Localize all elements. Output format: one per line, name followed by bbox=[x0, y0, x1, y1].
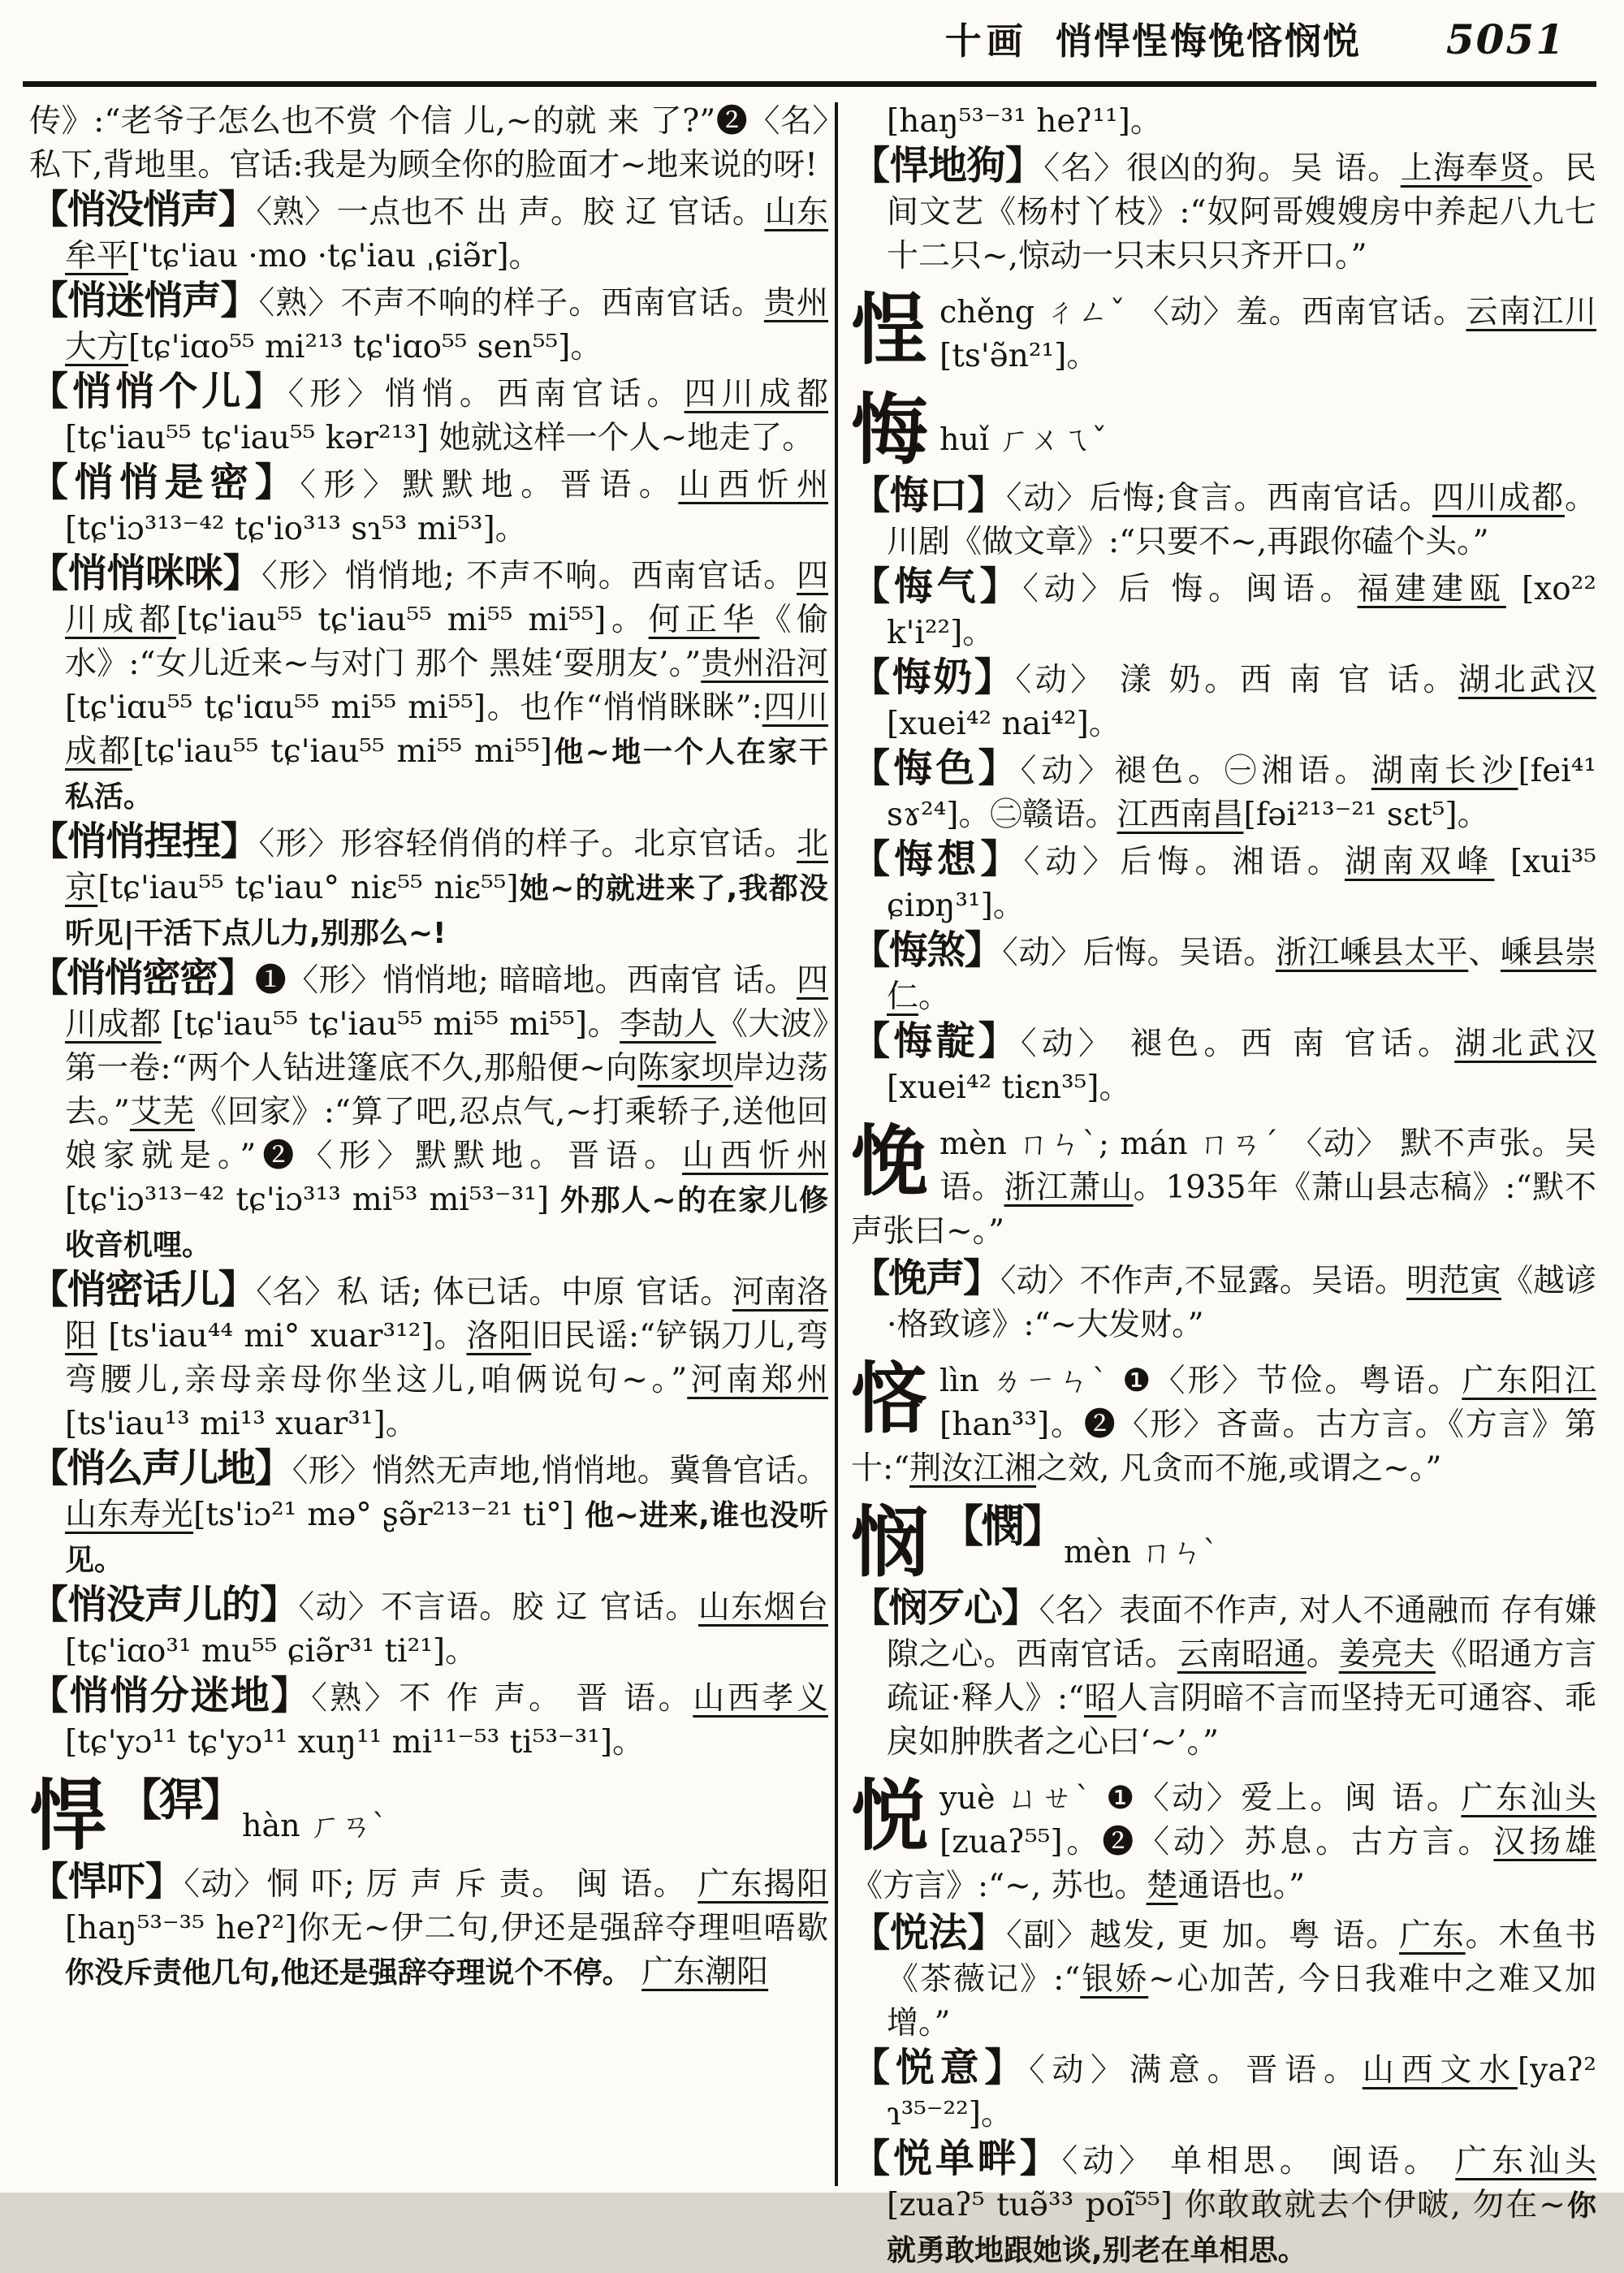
body-text: [tɕ'iau⁵⁵ tɕ'iau⁵⁵ mi⁵⁵ mi⁵⁵] bbox=[132, 733, 552, 770]
body-text: 。 bbox=[918, 979, 951, 1015]
body-text: [tɕ'iau⁵⁵ tɕ'iau⁵⁵ mi⁵⁵ mi⁵⁵]。 bbox=[161, 1006, 620, 1043]
entry-headword: 【悔靛】 bbox=[851, 1018, 1021, 1064]
proper-noun: 贵州沿河 bbox=[701, 646, 828, 682]
body-text: 〈名〉表面不作声, 对人不通融而 存有嫌隙之心。西南官话。 bbox=[887, 1592, 1596, 1673]
body-text: 〈动〉羞。西南官话。 bbox=[1137, 294, 1466, 331]
body-text: 〈动〉 褪色。西 南 官话。 bbox=[1021, 1026, 1455, 1062]
body-text: 〈动〉褪色。㊀湘语。 bbox=[1020, 753, 1371, 789]
entry-headword: 【悍吓】 bbox=[29, 1859, 184, 1904]
dictionary-entry bbox=[29, 1582, 828, 1674]
head-character-block bbox=[29, 1771, 828, 1861]
body-text: [tɕ'iau⁵⁵ tɕ'iau° niɛ⁵⁵ niɛ⁵⁵] bbox=[97, 870, 519, 906]
body-text: 人言阴暗不言而坚持无可通容、乖戾如肿胅者之心曰‘~’。” bbox=[887, 1680, 1596, 1761]
body-text: [haŋ⁵³⁻³⁵ heʔ²]你无~伊二句,伊还是强辞夺理呾唔歇 bbox=[65, 1910, 828, 1947]
proper-noun: 山西孝义 bbox=[693, 1680, 828, 1717]
entry-headword: 【悗声】 bbox=[851, 1255, 1001, 1301]
body-text: [zuaʔ⁵ tuə̃³³ poĩ⁵⁵] 你敢敢就去个伊啵, 勿在~ bbox=[887, 2187, 1566, 2223]
body-text: 。木鱼书《茶薇记》:“ bbox=[887, 1917, 1596, 1998]
body-text: [fəi²¹³⁻²¹ sɛt⁵]。 bbox=[1243, 797, 1489, 833]
body-text: ❶〈形〉节俭。粤语。 bbox=[1122, 1363, 1462, 1399]
body-text: 〈动〉 漾 奶。西 南 官 话。 bbox=[1015, 662, 1459, 698]
entry-headword: 【悄密话儿】 bbox=[29, 1267, 257, 1312]
body-text: [tɕ'yɔ¹¹ tɕ'yɔ¹¹ xuŋ¹¹ mi¹¹⁻⁵³ ti⁵³⁻³¹]。 bbox=[65, 1724, 645, 1761]
body-text: [fei⁴¹ sɤ²⁴]。㊁赣语。 bbox=[887, 753, 1596, 833]
body-text: 〈熟〉不声不响的样子。西南官话。 bbox=[258, 285, 764, 322]
continuation-paragraph bbox=[29, 100, 828, 188]
entry-headword: 【悄没声儿的】 bbox=[29, 1582, 299, 1627]
translation-text: 他~地一个人在家干私活。 bbox=[65, 736, 828, 814]
entry-headword: 【悍地狗】 bbox=[851, 143, 1044, 188]
dictionary-entry bbox=[29, 369, 828, 460]
proper-noun: 湖北武汉 bbox=[1454, 1026, 1596, 1062]
body-text: 〈动〉不言语。胶 辽 官话。 bbox=[298, 1589, 698, 1626]
entry-headword: 【悄迷悄声】 bbox=[29, 278, 259, 323]
body-text: [xuei⁴² tiɛn³⁵]。 bbox=[887, 1070, 1131, 1106]
body-text: [zuaʔ⁵⁵]。❷〈动〉苏息。古方言。 bbox=[939, 1824, 1494, 1860]
proper-noun: 广东潮阳 bbox=[641, 1954, 769, 1990]
entry-headword: 【悯歹心】 bbox=[851, 1585, 1039, 1631]
body-text: 〈名〉私 话; 体已话。中原 官话。 bbox=[256, 1274, 732, 1311]
body-text: [tɕ'iɑo⁵⁵ mi²¹³ tɕ'iɑo⁵⁵ sen⁵⁵]。 bbox=[128, 329, 603, 365]
entry-headword: 【悄悄咪咪】 bbox=[29, 551, 262, 596]
proper-noun: 贵州大方 bbox=[65, 285, 828, 365]
proper-noun: 嵊县崇仁 bbox=[887, 935, 1596, 1015]
proper-noun: 广东汕头 bbox=[1455, 2143, 1596, 2180]
body-text: 《昭通方言疏证·释人》:“ bbox=[887, 1636, 1596, 1717]
body-text: 〈动〉不作声,不显露。吴语。 bbox=[1000, 1263, 1406, 1299]
entry-headword: 【悄悄个儿】 bbox=[29, 369, 288, 414]
proper-noun: 山西文水 bbox=[1362, 2052, 1518, 2089]
translation-text: 外那人~的在家儿修收音机哩。 bbox=[65, 1184, 828, 1262]
proper-noun: 陈家坝 bbox=[637, 1050, 733, 1087]
dictionary-entry bbox=[29, 955, 828, 1268]
proper-noun: 山西忻州 bbox=[678, 467, 828, 503]
head-character: 悦 bbox=[851, 1771, 929, 1861]
header-rule bbox=[23, 81, 1596, 87]
entry-headword: 【悦法】 bbox=[851, 1910, 1007, 1955]
head-character-block bbox=[851, 285, 1596, 378]
dictionary-entry bbox=[851, 143, 1596, 279]
dictionary-entry bbox=[851, 655, 1596, 746]
dictionary-entry bbox=[851, 1018, 1596, 1110]
column-divider bbox=[835, 102, 838, 2186]
body-text: 〈形〉悄然无声地,悄悄地。冀鲁官话。 bbox=[292, 1453, 828, 1489]
proper-noun: 昭 bbox=[1084, 1680, 1116, 1717]
continuation-paragraph bbox=[851, 100, 1596, 144]
proper-noun: 何正华 bbox=[648, 602, 760, 638]
translation-text: 她~的就进来了,我都没听见|干活下点儿力,别那么~! bbox=[65, 872, 828, 950]
dictionary-entry bbox=[851, 564, 1596, 655]
proper-noun: 广东汕头 bbox=[1461, 1780, 1596, 1817]
proper-noun: 湖北武汉 bbox=[1458, 662, 1596, 698]
proper-noun: 云南昭通 bbox=[1177, 1636, 1307, 1673]
dictionary-entry bbox=[851, 745, 1596, 837]
entry-headword: 【悦单畔】 bbox=[851, 2136, 1062, 2181]
proper-noun: 福建建瓯 bbox=[1357, 571, 1506, 607]
body-text: 〈熟〉不 作 声。 晋 语。 bbox=[311, 1680, 693, 1717]
entry-headword: 【悄悄分迷地】 bbox=[29, 1673, 312, 1718]
pronunciation: huǐ ㄏㄨㄟˇ bbox=[939, 421, 1108, 457]
head-character-block bbox=[851, 1354, 1596, 1491]
body-text: 《偷水》:“女儿近来~与对门 那个 黑娃‘耍朋友’。” bbox=[65, 602, 828, 682]
body-text: [tɕ'iau⁵⁵ tɕ'iau⁵⁵ mi⁵⁵ mi⁵⁵]。 bbox=[175, 602, 649, 638]
proper-noun: 湖南长沙 bbox=[1371, 753, 1518, 789]
proper-noun: 山东寿光 bbox=[65, 1497, 194, 1533]
head-character-block bbox=[851, 1497, 1596, 1588]
right-column bbox=[851, 97, 1596, 2267]
proper-noun: 明范寅 bbox=[1406, 1263, 1501, 1299]
proper-noun: 云南江川 bbox=[1466, 294, 1596, 331]
entry-headword: 【悔色】 bbox=[851, 745, 1021, 791]
dictionary-entry bbox=[29, 278, 828, 369]
dictionary-entry bbox=[851, 2136, 1596, 2273]
body-text: 《回家》:“算了吧,忍点气,~打乘轿子,送他回娘家就是。”❷〈形〉默默地。晋语。 bbox=[65, 1094, 828, 1174]
proper-noun: 广东揭阳 bbox=[698, 1866, 828, 1903]
body-text: 〈动〉后悔。湘语。 bbox=[1023, 844, 1345, 880]
head-character: 悜 bbox=[851, 285, 929, 375]
dictionary-entry bbox=[29, 1859, 828, 1995]
pronunciation: lìn ㄌㄧㄣˋ bbox=[939, 1363, 1123, 1398]
dictionary-entry bbox=[851, 473, 1596, 564]
body-text: 〈形〉悄悄地; 不声不响。西南官话。 bbox=[261, 558, 797, 594]
body-text: [xui³⁵ ɕiɒŋ³¹]。 bbox=[887, 844, 1596, 924]
body-text: 传》:“老爷子怎么也不赏 个信 儿,~的就 来 了?”❷〈名〉私下,背地里。官话:我是为顾全你的脸面才~地来说的呀! bbox=[29, 103, 828, 184]
body-text: 〈形〉悄悄。西南官话。 bbox=[287, 376, 685, 413]
body-text: 岸边荡去。” bbox=[65, 1050, 828, 1130]
head-character: 悋 bbox=[851, 1354, 929, 1444]
dictionary-entry bbox=[851, 836, 1596, 928]
dictionary-entry bbox=[29, 819, 828, 956]
dictionary-entry bbox=[851, 927, 1596, 1019]
pronunciation: mèn ㄇㄣˋ; mán ㄇㄢˊ bbox=[939, 1126, 1291, 1161]
body-text: [han³³]。❷〈形〉吝啬。古方言。《方言》第十:“ bbox=[851, 1407, 1596, 1487]
body-text: [tɕ'iɔ³¹³⁻⁴² tɕ'io³¹³ sɿ⁵³ mi⁵³]。 bbox=[65, 511, 527, 547]
proper-noun: 银娇 bbox=[1080, 1961, 1149, 1998]
proper-noun: 北京 bbox=[65, 826, 828, 906]
head-character: 悍 bbox=[29, 1771, 107, 1861]
left-column bbox=[29, 97, 828, 2189]
dictionary-entry bbox=[29, 460, 828, 551]
proper-noun: 姜亮夫 bbox=[1338, 1636, 1436, 1673]
pronunciation: hàn ㄏㄢˋ bbox=[242, 1808, 387, 1843]
dictionary-entry bbox=[851, 1585, 1596, 1765]
body-text: ❶〈形〉悄悄地; 暗暗地。西南官 话。 bbox=[254, 962, 797, 999]
proper-noun: 李劼人 bbox=[620, 1006, 716, 1043]
dictionary-entry bbox=[29, 187, 828, 279]
dictionary-entry bbox=[851, 2045, 1596, 2137]
proper-noun: 山东牟平 bbox=[65, 194, 828, 274]
body-text: [tɕ'iɑu⁵⁵ tɕ'iɑu⁵⁵ mi⁵⁵ mi⁵⁵]。也作“悄悄眯眯”: bbox=[65, 689, 762, 726]
body-text: 〈动〉后悔。吴语。 bbox=[1002, 935, 1276, 971]
proper-noun: 洛阳 bbox=[466, 1318, 532, 1355]
body-text: 。 bbox=[1306, 1636, 1339, 1673]
proper-noun: 广东阳江 bbox=[1462, 1363, 1596, 1399]
body-text: 〈动〉 单相思。 闽语。 bbox=[1061, 2143, 1456, 2180]
entry-headword: 【悔煞】 bbox=[851, 927, 1003, 973]
translation-text: 他~进来,谁也没听见。 bbox=[65, 1499, 828, 1577]
proper-noun: 广东 bbox=[1399, 1917, 1466, 1954]
body-text: [tɕ'iɔ³¹³⁻⁴² tɕ'iɔ³¹³ mi⁵³ mi⁵³⁻³¹] bbox=[65, 1182, 560, 1218]
head-character-block bbox=[851, 1117, 1596, 1254]
entry-headword: 【悄悄密密】 bbox=[29, 955, 255, 1000]
dictionary-entry bbox=[29, 551, 828, 819]
body-text: 。民间文艺《杨村丫枝》:“奴阿哥嫂嫂房中养起八九七十二只~,惊动一只末只只齐开口。” bbox=[887, 150, 1596, 274]
variant-form: 【猂】 bbox=[118, 1774, 243, 1826]
body-text: ❶〈动〉爱上。闽 语。 bbox=[1106, 1780, 1462, 1817]
head-character: 悔 bbox=[851, 385, 929, 475]
body-text: 〈动〉满意。晋语。 bbox=[1029, 2052, 1363, 2089]
body-text: 〈动〉 默不声张。吴语。 bbox=[939, 1126, 1596, 1206]
proper-noun: 四川成都 bbox=[1432, 480, 1565, 516]
body-text: 〈形〉形容轻俏俏的样子。北京官话。 bbox=[258, 826, 797, 862]
body-text: 〈动〉后悔;食言。西南官话。 bbox=[1005, 480, 1432, 516]
proper-noun: 浙江嵊县太平 bbox=[1275, 935, 1469, 971]
dictionary-entry bbox=[29, 1445, 828, 1583]
proper-noun: 四川成都 bbox=[65, 558, 828, 638]
entry-headword: 【悄没悄声】 bbox=[29, 187, 257, 232]
entry-headword: 【悄悄捏捏】 bbox=[29, 819, 259, 864]
proper-noun: 河南洛阳 bbox=[65, 1274, 828, 1355]
body-text: 。1935年《萧山县志稿》:“默不声张曰~。” bbox=[851, 1169, 1596, 1250]
body-text: 。川剧《做文章》:“只要不~,再跟你磕个头。” bbox=[887, 480, 1596, 560]
entry-headword: 【悦意】 bbox=[851, 2045, 1030, 2090]
body-text: 〈形〉默默地。晋语。 bbox=[300, 467, 679, 503]
head-character: 悗 bbox=[851, 1117, 929, 1207]
pronunciation: chěng ㄔㄥˇ bbox=[939, 294, 1138, 330]
body-text: [ts'iau¹³ mi¹³ xuar³¹]。 bbox=[65, 1406, 417, 1442]
proper-noun: 荆汝江湘 bbox=[909, 1450, 1037, 1487]
body-text: 〈动〉恫 吓; 厉 声 斥 责。 闽 语。 bbox=[184, 1866, 698, 1903]
translation-text: 你就勇敢地跟她谈,别老在单相思。 bbox=[887, 2189, 1596, 2267]
entry-headword: 【悔口】 bbox=[851, 473, 1006, 518]
body-text: [ts'iɔ²¹ mə° ʂə̃r²¹³⁻²¹ ti°] bbox=[193, 1497, 585, 1533]
head-character: 悯 bbox=[851, 1497, 929, 1588]
proper-noun: 四川成都 bbox=[65, 689, 828, 770]
proper-noun: 四川成都 bbox=[684, 376, 828, 413]
body-text: 通语也。” bbox=[1177, 1868, 1306, 1904]
body-text: 《大波》第一卷:“两个人钻进篷底不久,那船便~向 bbox=[65, 1006, 828, 1087]
body-text bbox=[632, 1954, 641, 1990]
dictionary-entry bbox=[851, 1910, 1596, 2046]
proper-noun: 湖南双峰 bbox=[1344, 844, 1495, 880]
body-text: 〈名〉很凶的狗。吴 语。 bbox=[1043, 150, 1401, 187]
entry-headword: 【悄么声儿地】 bbox=[29, 1445, 292, 1491]
dictionary-entry bbox=[29, 1267, 828, 1446]
head-character-block bbox=[851, 385, 1596, 475]
entry-headword: 【悄悄是密】 bbox=[29, 460, 300, 505]
body-text: [haŋ⁵³⁻³¹ heʔ¹¹]。 bbox=[887, 103, 1162, 140]
dictionary-entry bbox=[29, 1673, 828, 1765]
dictionary-entry bbox=[851, 1255, 1596, 1347]
body-text: 《越谚·格致谚》:“~大发财。” bbox=[887, 1263, 1596, 1343]
pronunciation: mèn ㄇㄣˋ bbox=[1064, 1534, 1219, 1570]
header-characters: 悄悍悜悔悗悋悯悦 bbox=[1055, 19, 1361, 63]
stroke-section-label: 十画 bbox=[944, 19, 1028, 63]
body-text: [xuei⁴² nai⁴²]。 bbox=[887, 706, 1121, 742]
body-text: [tɕ'iau⁵⁵ tɕ'iau⁵⁵ kər²¹³] 她就这样一个人~地走了。 bbox=[65, 420, 814, 456]
proper-noun: 山东烟台 bbox=[698, 1589, 828, 1626]
body-text: [tɕ'iɑo³¹ mu⁵⁵ ɕiə̃r³¹ ti²¹]。 bbox=[65, 1633, 477, 1670]
proper-noun: 上海奉贤 bbox=[1400, 150, 1532, 187]
pronunciation: yuè ㄩㄝˋ bbox=[939, 1780, 1107, 1816]
body-text: 〈副〉越发, 更 加。粤 语。 bbox=[1006, 1917, 1400, 1954]
body-text: 〈动〉后 悔。闽语。 bbox=[1022, 571, 1358, 607]
head-character-block bbox=[851, 1771, 1596, 1908]
entry-headword: 【悔奶】 bbox=[851, 655, 1016, 700]
proper-noun: 楚 bbox=[1146, 1868, 1178, 1904]
translation-text: 你没斥责他几句,他还是强辞夺理说个不停。 bbox=[65, 1956, 632, 1990]
body-text: [ts'ə̃n²¹]。 bbox=[939, 338, 1099, 374]
variant-form: 【憫】 bbox=[939, 1500, 1065, 1552]
proper-noun: 汉扬雄 bbox=[1493, 1824, 1596, 1860]
proper-noun: 江西南昌 bbox=[1116, 797, 1244, 833]
body-text: 之效, 凡贪而不施,或谓之~。” bbox=[1036, 1450, 1442, 1487]
body-text: 《方言》:“~, 苏也。 bbox=[851, 1868, 1147, 1904]
page-header bbox=[0, 11, 1566, 64]
proper-noun: 浙江萧山 bbox=[1004, 1169, 1134, 1206]
proper-noun: 山西忻州 bbox=[682, 1138, 828, 1174]
proper-noun: 河南郑州 bbox=[687, 1362, 828, 1398]
body-text: [ts'iau⁴⁴ mi° xuar³¹²]。 bbox=[97, 1318, 467, 1355]
body-text: 〈熟〉一点也不 出 声。胶 辽 官话。 bbox=[256, 194, 765, 231]
proper-noun: 艾芜 bbox=[129, 1094, 195, 1130]
body-text: [xo²² k'i²²]。 bbox=[887, 571, 1596, 651]
body-text: [yaʔ² ɿ³⁵⁻²²]。 bbox=[887, 2052, 1596, 2133]
page-number: 5051 bbox=[1445, 15, 1566, 63]
entry-headword: 【悔想】 bbox=[851, 836, 1024, 882]
body-text: 、 bbox=[1468, 935, 1501, 971]
body-text: ~心加苦, 今日我难中之难又加增。” bbox=[887, 1961, 1596, 2042]
body-text: 旧民谣:“铲锅刀儿,弯弯腰儿,亲母亲母你坐这儿,咱俩说句~。” bbox=[65, 1318, 828, 1398]
entry-headword: 【悔气】 bbox=[851, 564, 1023, 609]
proper-noun: 四川成都 bbox=[65, 962, 828, 1043]
body-text: ['tɕ'iau ·mo ·tɕ'iau ˌɕiə̃r]。 bbox=[128, 238, 541, 274]
